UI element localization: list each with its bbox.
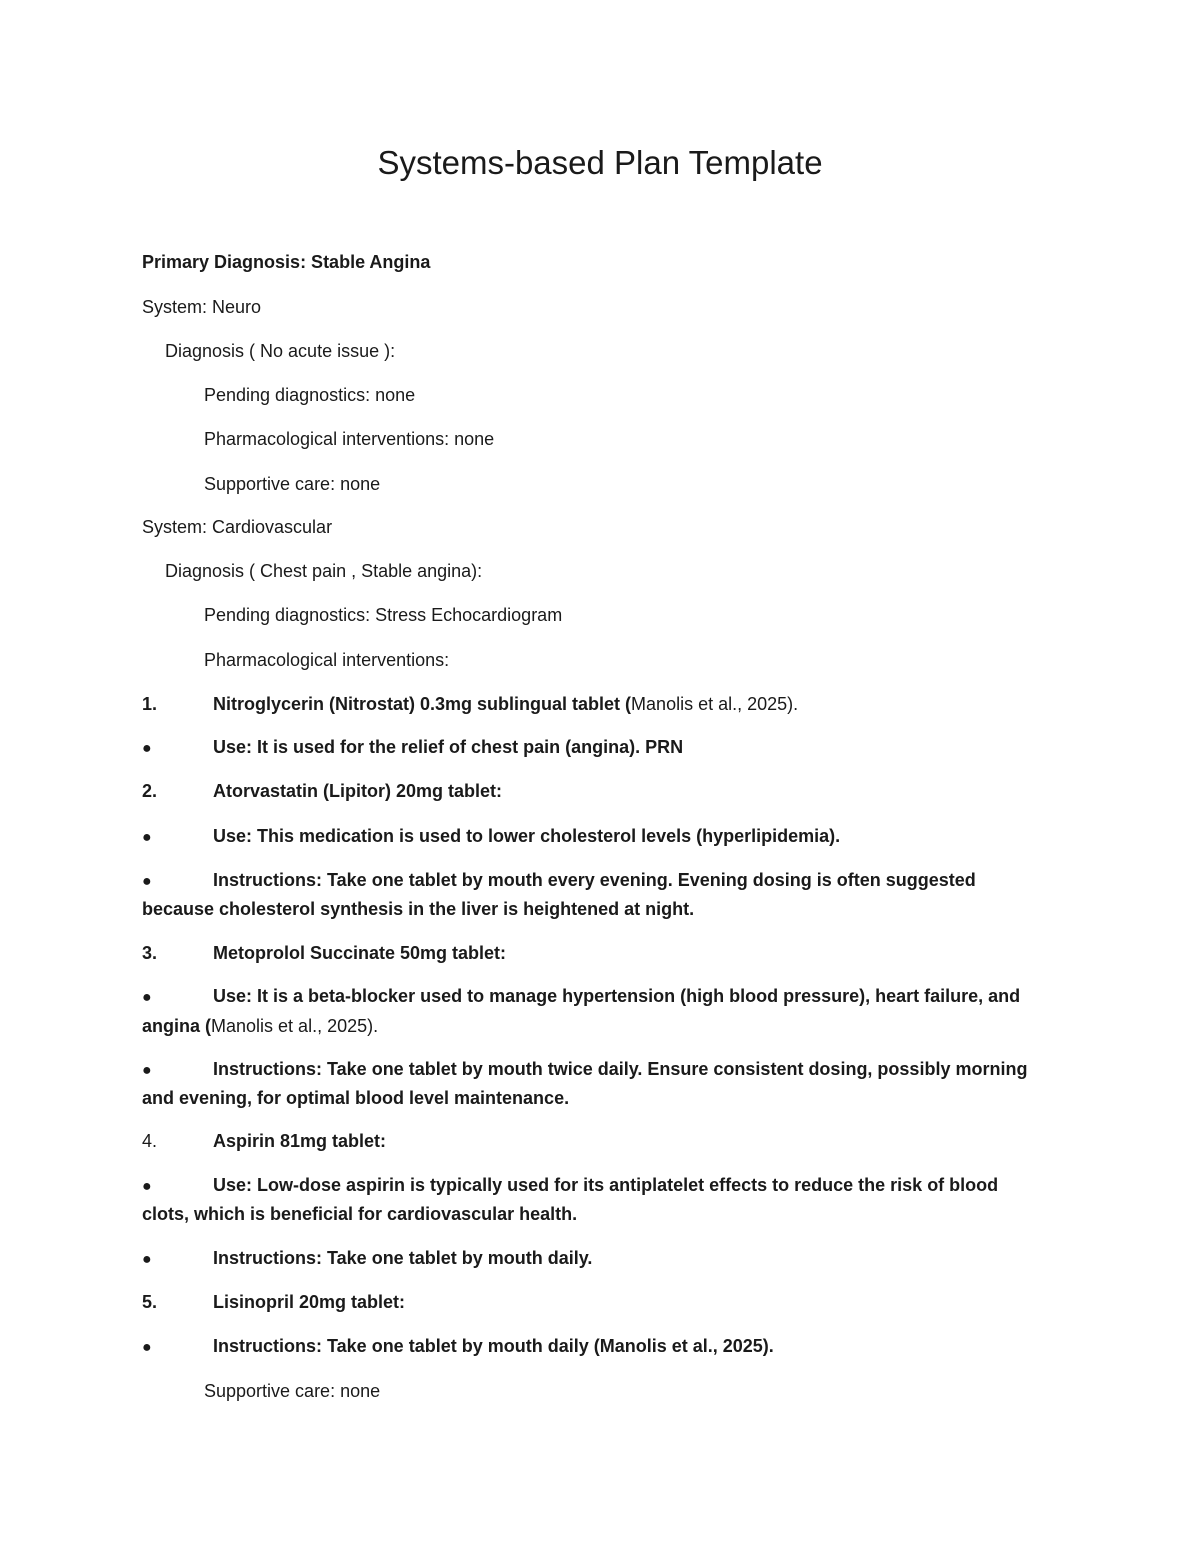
med-4-use <box>142 1172 998 1200</box>
system-cardiovascular: System: Cardiovascular <box>142 517 333 537</box>
bullet-icon: ● <box>142 740 152 757</box>
med-3-use-line-1: Use: It is a beta-blocker used to manage hypertension (high blood pressure), heart failure, and <box>213 986 1021 1006</box>
system-neuro: System: Neuro <box>142 297 262 317</box>
med-3-instructions-line-2: and evening, for optimal blood level maintenance. <box>142 1088 570 1108</box>
med-3-name-text: Metoprolol Succinate 50mg tablet: <box>213 943 507 963</box>
med-3-citation: Manolis et al., 2025 <box>211 1016 368 1036</box>
med-1-name <box>142 691 798 717</box>
neuro-diagnosis: Diagnosis ( No acute issue ): <box>165 341 396 361</box>
med-2-instructions-line-2: because cholesterol synthesis in the liver is heightened at night. <box>142 899 695 919</box>
neuro-pharmacological: Pharmacological interventions: none <box>204 429 495 449</box>
med-3-number: 3. <box>142 943 158 963</box>
med-2-number: 2. <box>142 781 158 801</box>
neuro-pending-diagnostics: Pending diagnostics: none <box>204 385 416 405</box>
med-2-instructions <box>142 867 976 895</box>
med-5-name <box>142 1289 405 1315</box>
med-1-number: 1. <box>142 694 158 714</box>
cardio-supportive-care: Supportive care: none <box>204 1381 381 1401</box>
med-5-instructions-text: Instructions: Take one tablet by mouth daily (Manolis et al., 2025). <box>213 1336 774 1356</box>
med-3-use-line-2 <box>142 1013 378 1039</box>
med-5-instructions <box>142 1333 774 1361</box>
med-4-use-line-1: Use: Low-dose aspirin is typically used for its antiplatelet effects to reduce the risk of blood <box>213 1175 999 1195</box>
med-2-instructions-line-1: Instructions: Take one tablet by mouth every evening. Evening dosing is often suggested <box>213 870 976 890</box>
med-1-name-text: Nitroglycerin (Nitrostat) 0.3mg sublingual tablet ( <box>213 694 632 714</box>
med-1-end: ). <box>787 694 799 714</box>
med-3-instructions-line-1: Instructions: Take one tablet by mouth twice daily. Ensure consistent dosing, possibly morning <box>213 1059 1028 1079</box>
med-3-use <box>142 983 1020 1011</box>
med-5-name-text: Lisinopril 20mg tablet: <box>213 1292 406 1312</box>
bullet-icon: ● <box>142 989 152 1006</box>
cardio-diagnosis: Diagnosis ( Chest pain , Stable angina): <box>165 561 483 581</box>
med-1-use-text: Use: It is used for the relief of chest pain (angina). PRN <box>213 737 684 757</box>
bullet-icon: ● <box>142 873 152 890</box>
bullet-icon: ● <box>142 1339 152 1356</box>
neuro-supportive-care: Supportive care: none <box>204 474 381 494</box>
med-3-name <box>142 940 506 966</box>
cardio-pharmacological: Pharmacological interventions: <box>204 650 450 670</box>
bullet-icon: ● <box>142 829 152 846</box>
bullet-icon: ● <box>142 1178 152 1195</box>
med-1-use <box>142 734 683 762</box>
med-1-citation: Manolis et al., 2025 <box>631 694 788 714</box>
med-4-name-text: Aspirin 81mg tablet: <box>213 1131 387 1151</box>
primary-diagnosis: Primary Diagnosis: Stable Angina <box>142 252 431 272</box>
med-3-instructions <box>142 1056 1027 1084</box>
med-2-use <box>142 823 840 851</box>
med-4-instructions-text: Instructions: Take one tablet by mouth daily. <box>213 1248 593 1268</box>
med-4-name <box>142 1128 386 1154</box>
med-4-number: 4. <box>142 1131 158 1151</box>
med-2-use-text: Use: This medication is used to lower cholesterol levels (hyperlipidemia). <box>213 826 841 846</box>
bullet-icon: ● <box>142 1062 152 1079</box>
med-3-use-end: ). <box>367 1016 379 1036</box>
med-2-name <box>142 778 502 804</box>
med-3-use-line-2-text: angina ( <box>142 1016 212 1036</box>
cardio-pending-diagnostics: Pending diagnostics: Stress Echocardiogram <box>204 605 563 625</box>
med-4-use-line-2: clots, which is beneficial for cardiovascular health. <box>142 1204 578 1224</box>
med-2-name-text: Atorvastatin (Lipitor) 20mg tablet: <box>213 781 503 801</box>
med-4-instructions <box>142 1245 592 1273</box>
bullet-icon: ● <box>142 1251 152 1268</box>
page-title: Systems-based Plan Template <box>377 144 823 181</box>
med-5-number: 5. <box>142 1292 158 1312</box>
